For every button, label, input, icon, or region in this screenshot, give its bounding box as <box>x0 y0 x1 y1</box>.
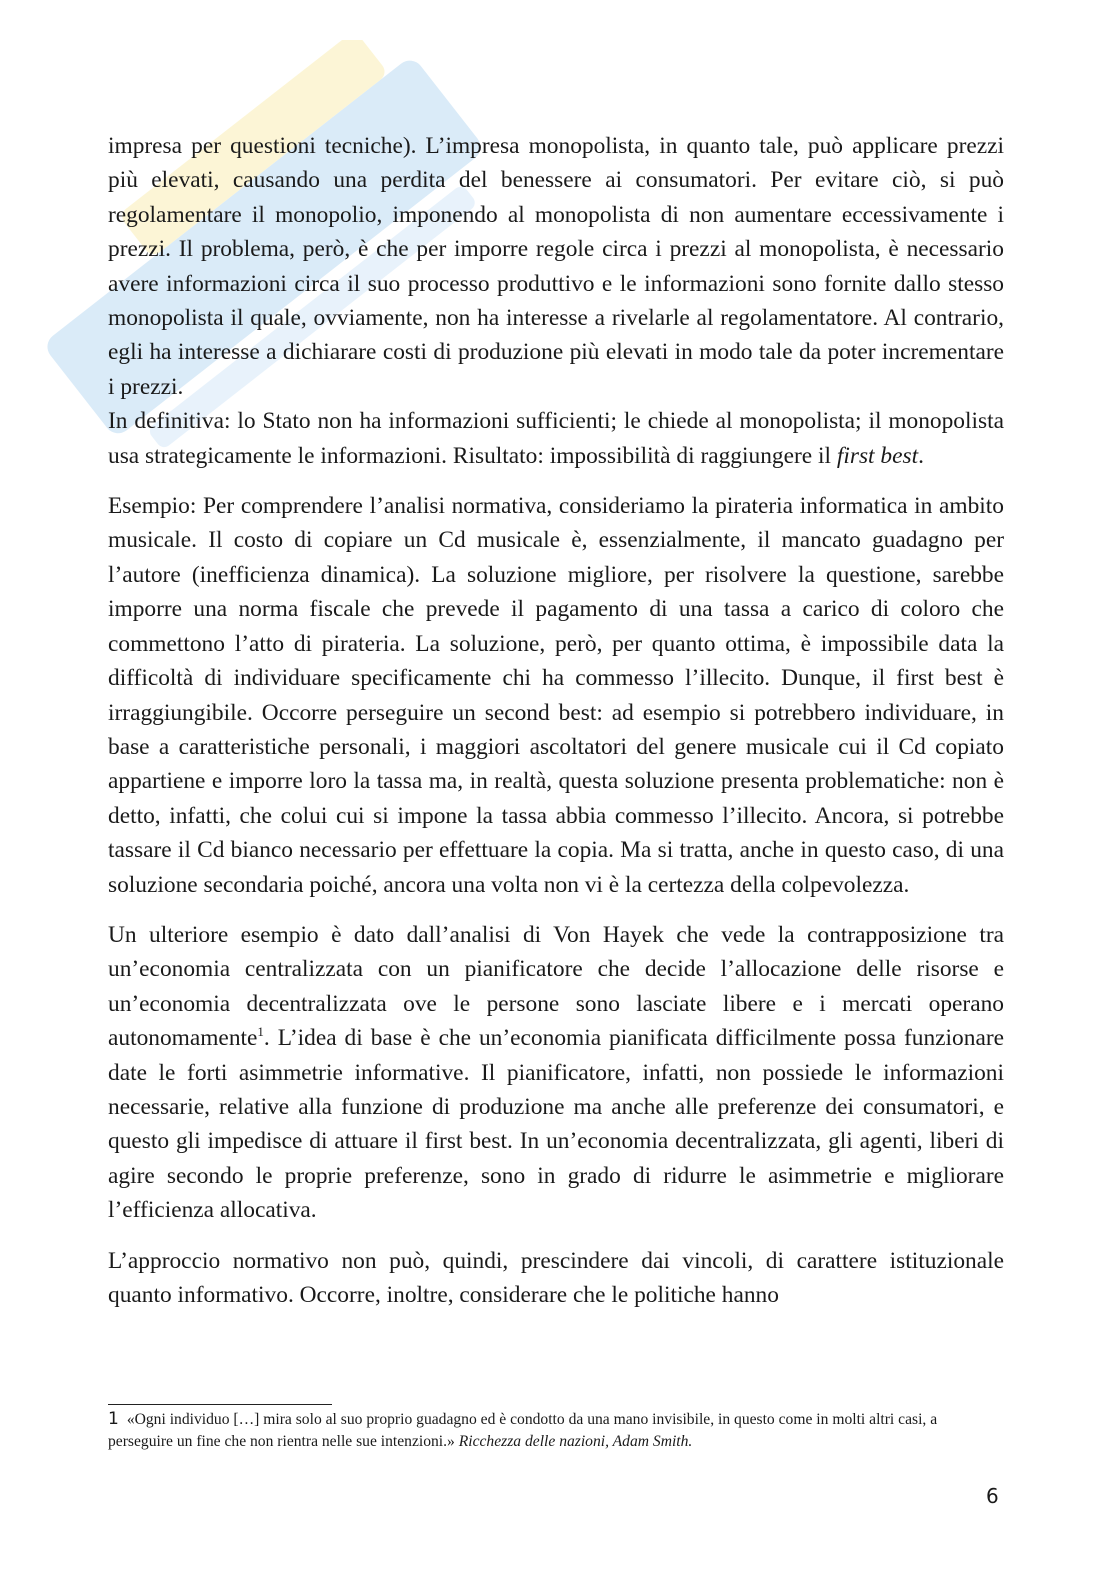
page-body <box>108 129 1004 1312</box>
paragraph-2: Esempio: Per comprendere l’analisi normativa, consideriamo la pirateria informatica in ambito musicale. Il costo di copiare un Cd musicale è, essenzialmente, il mancato guadagno per l’autore (inefficienza dinamica). La soluzione migliore, per risolvere la questione, sarebbe imporre una norma fiscale che prevede il pagamento di una tassa a carico di coloro che commettono l’atto di pirateria. La soluzione, però, per quanto ottima, è impossibile data la difficoltà di individuare specificamente chi ha commesso l’illecito. Dunque, il first best è irraggiungibile. Occorre perseguire un second best: ad esempio si potrebbero individuare, in base a caratteristiche personali, i maggiori ascoltatori del genere musicale cui il Cd copiato appartiene e imporre loro la tassa ma, in realtà, questa soluzione presenta problematiche: non è detto, infatti, che colui cui si impone la tassa abbia commesso l’illecito. Ancora, si potrebbe tassare il Cd bianco necessario per effettuare la copia. Ma si tratta, anche in questo caso, di una soluzione secondaria poiché, ancora una volta non vi è la certezza della colpevolezza. <box>108 493 1004 898</box>
footnote-source: Ricchezza delle nazioni, Adam Smith. <box>458 1433 693 1450</box>
paragraph-1-conclusion: In definitiva: lo Stato non ha informazioni sufficienti; le chiede al monopolista; il monopolista usa strategicamente le informazioni. Risultato: impossibilità di raggiungere il <box>108 408 1004 469</box>
paragraph-3-text-a: Un ulteriore esempio è dato dall’analisi di Von Hayek che vede la contrapposizione tra un’economia centralizzata con un pianificatore che decide l’allocazione delle risorse e un’economia decentralizzata ove le persone sono lasciate libere e i mercati operano autonomamente <box>108 921 1004 1052</box>
paragraph-3-text-b: . L’idea di base è che un’economia pianificata difficilmente possa funzionare date le forti asimmetrie informative. Il pianificatore, infatti, non possiede le informazioni necessarie, relative alla funzione di produzione ma anche alle preferenze dei consumatori, e questo gli impedisce di attuare il first best. In un’economia decentralizzata, gli agenti, liberi di agire secondo le proprie preferenze, sono in grado di ridurre le asimmetrie e migliorare l’efficienza allocativa. <box>108 1025 1004 1224</box>
paragraph-1-text: impresa per questioni tecniche). L’impresa monopolista, in quanto tale, può applicare prezzi più elevati, causando una perdita del benessere ai consumatori. Per evitare ciò, si può regolamentare il monopolio, imponendo al monopolista di non aumentare eccessivamente i prezzi. Il problema, però, è che per imporre regole circa i prezzi al monopolista, è necessario avere informazioni circa il suo processo produttivo e le informazioni sono fornite dallo stesso monopolista il quale, ovviamente, non ha interesse a rivelarle al regolamentatore. Al contrario, egli ha interesse a dichiarare costi di produzione più elevati in modo tale da poter incrementare i prezzi. <box>108 133 1004 400</box>
footnote <box>108 1408 988 1453</box>
paragraph-4: L’approccio normativo non può, quindi, prescindere dai vincoli, di carattere istituzionale quanto informativo. Occorre, inoltre, considerare che le politiche hanno <box>108 1247 1004 1308</box>
page-number: 6 <box>986 1484 999 1508</box>
footnote-number: 1 <box>108 1409 119 1429</box>
paragraph-1 <box>108 129 1004 473</box>
footnote-separator <box>108 1404 332 1405</box>
footnote-text: «Ogni individuo […] mira solo al suo proprio guadagno ed è condotto da una mano invisibile, in questo come in molti altri casi, a perseguire un fine che non rientra nelle sue intenzioni.» <box>108 1411 938 1450</box>
first-best-italic: first best <box>836 442 919 469</box>
paragraph-3 <box>108 918 1004 1228</box>
footnote-reference[interactable]: 1 <box>257 1024 264 1040</box>
paragraph-1-end: . <box>918 442 924 469</box>
